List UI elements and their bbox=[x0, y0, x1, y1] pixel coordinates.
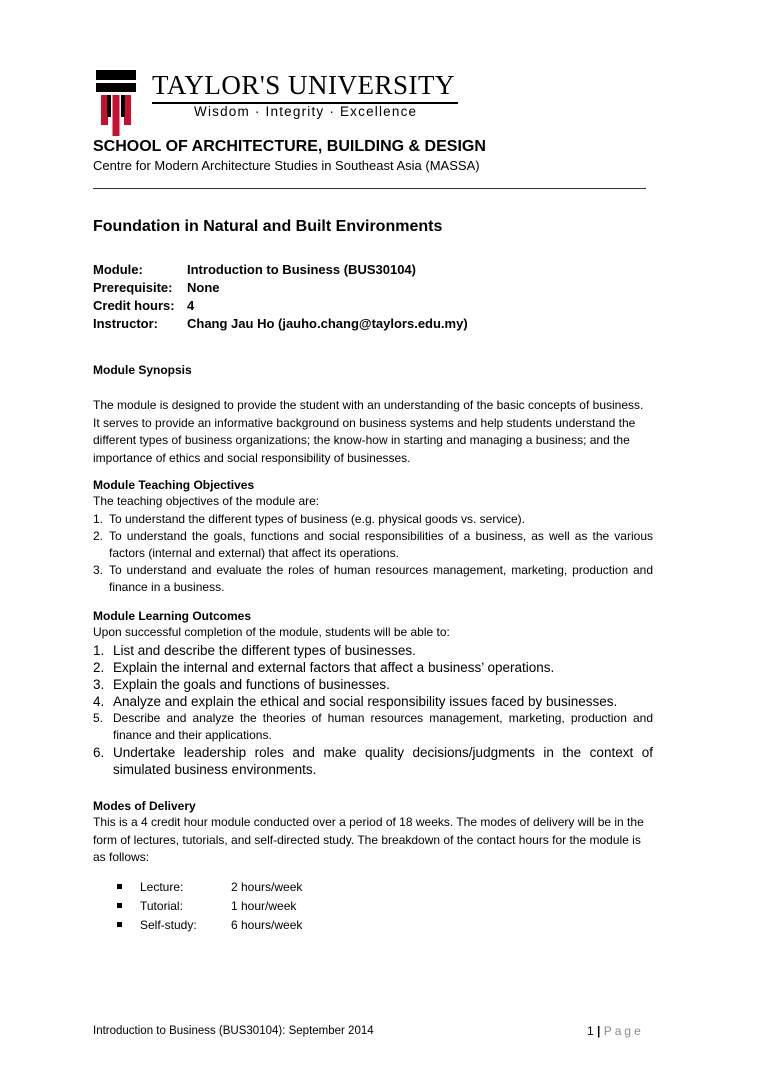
info-row-credit-hours bbox=[93, 298, 468, 316]
list-item: Tutorial: 1 hour/week bbox=[117, 897, 302, 916]
list-item: 3. To understand and evaluate the roles of human resources management, marketing, production and finance in a business. bbox=[93, 563, 653, 594]
header-divider bbox=[93, 188, 646, 189]
list-item: 4. Analyze and explain the ethical and social responsibility issues faced by businesses. bbox=[93, 694, 618, 709]
info-value: Introduction to Business (BUS30104) bbox=[187, 262, 416, 277]
square-bullet-icon bbox=[117, 884, 122, 889]
info-row-module bbox=[93, 262, 468, 280]
footer-page-indicator bbox=[587, 1024, 644, 1038]
outcomes-intro: Upon successful completion of the module, students will be able to: bbox=[93, 625, 450, 639]
university-name: TAYLOR'S UNIVERSITY bbox=[152, 70, 455, 100]
contact-hours-list bbox=[117, 878, 302, 935]
list-item: Self-study: 6 hours/week bbox=[117, 916, 302, 935]
square-bullet-icon bbox=[117, 922, 122, 927]
list-item: 2. Explain the internal and external factors that affect a business’ operations. bbox=[93, 660, 555, 675]
module-info-table bbox=[93, 262, 468, 334]
objectives-intro: The teaching objectives of the module are: bbox=[93, 494, 320, 508]
square-bullet-icon bbox=[117, 903, 122, 908]
info-label: Instructor: bbox=[93, 316, 158, 331]
university-tagline: Wisdom · Integrity · Excellence bbox=[194, 104, 418, 119]
university-logo bbox=[96, 70, 476, 136]
info-value: None bbox=[187, 280, 220, 295]
list-item: 6. Undertake leadership roles and make quality decisions/judgments in the context of simulated business environments. bbox=[93, 745, 653, 777]
info-row-instructor bbox=[93, 316, 468, 334]
delivery-heading: Modes of Delivery bbox=[93, 799, 196, 813]
synopsis-heading: Module Synopsis bbox=[93, 363, 192, 377]
list-item: 1. List and describe the different types of businesses. bbox=[93, 643, 416, 658]
page-separator: | bbox=[597, 1024, 601, 1038]
programme-title: Foundation in Natural and Built Environments bbox=[93, 218, 443, 235]
info-label: Prerequisite: bbox=[93, 280, 173, 295]
centre-name: Centre for Modern Architecture Studies in Southeast Asia (MASSA) bbox=[93, 158, 480, 173]
list-item: 2. To understand the goals, functions and social responsibilities of a business, as well as the various factors (internal and external) that affect its operations. bbox=[93, 529, 653, 560]
synopsis-text: The module is designed to provide the student with an understanding of the basic concepts of business. It serves to provide an informative background on business systems and help students understand the different types of business organizations; the know-how in starting and managing a business; and the importance of ethics and social responsibility of businesses. bbox=[93, 398, 644, 465]
page-number: 1 bbox=[587, 1024, 594, 1038]
objectives-heading: Module Teaching Objectives bbox=[93, 478, 255, 492]
outcomes-list bbox=[93, 642, 653, 778]
page-word: Page bbox=[603, 1024, 644, 1038]
list-item: 3. Explain the goals and functions of businesses. bbox=[93, 677, 390, 692]
info-value: Chang Jau Ho (jauho.chang@taylors.edu.my) bbox=[187, 316, 468, 331]
outcomes-heading: Module Learning Outcomes bbox=[93, 609, 252, 623]
list-item: Lecture: 2 hours/week bbox=[117, 878, 302, 897]
school-name: SCHOOL OF ARCHITECTURE, BUILDING & DESIGN bbox=[93, 138, 486, 155]
footer-course-label: Introduction to Business (BUS30104): September 2014 bbox=[93, 1025, 374, 1037]
info-row-prerequisite bbox=[93, 280, 468, 298]
university-crest-icon bbox=[96, 70, 136, 136]
list-item: 5. Describe and analyze the theories of human resources management, marketing, production and finance and their applications. bbox=[93, 711, 653, 742]
list-item: 1. To understand the different types of business (e.g. physical goods vs. service). bbox=[93, 512, 526, 526]
delivery-text: This is a 4 credit hour module conducted over a period of 18 weeks. The modes of delivery will be in the form of lectures, tutorials, and self-directed study. The breakdown of the contact hours for the module is as follows: bbox=[93, 815, 644, 864]
info-label: Module: bbox=[93, 262, 143, 277]
objectives-list bbox=[93, 511, 653, 596]
info-label: Credit hours: bbox=[93, 298, 175, 313]
info-value: 4 bbox=[187, 298, 195, 313]
